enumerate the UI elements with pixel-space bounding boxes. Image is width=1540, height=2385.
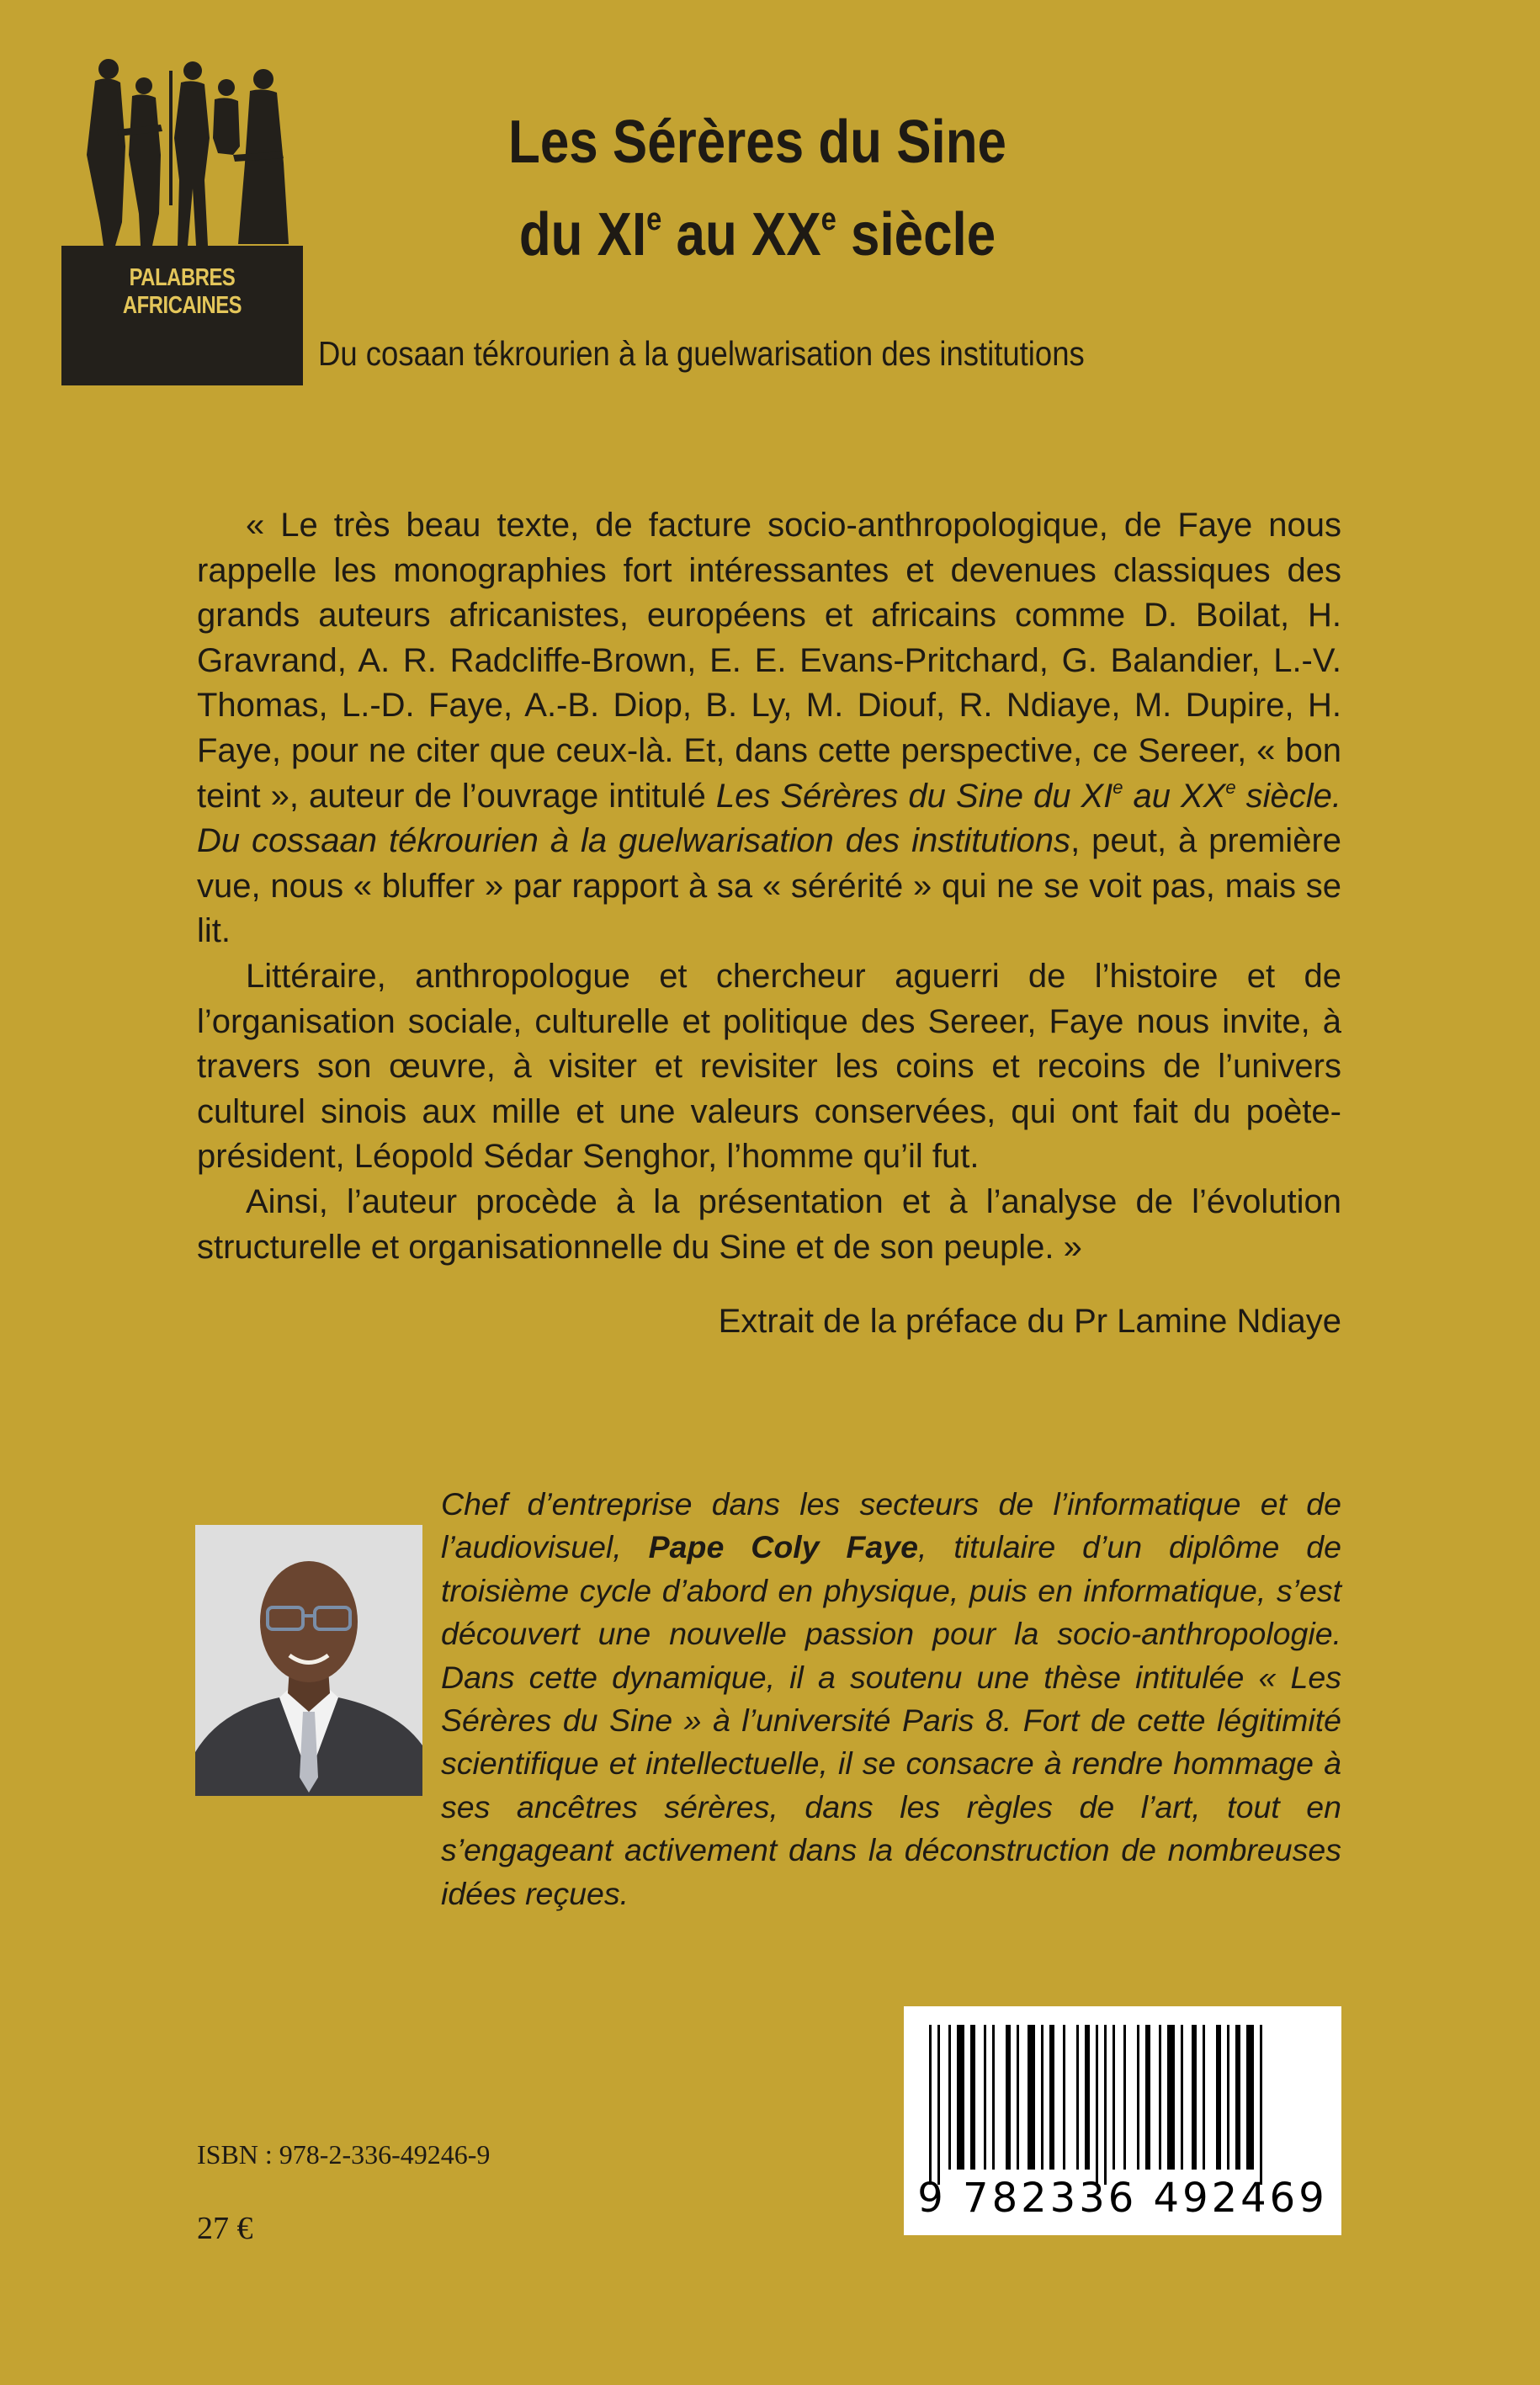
series-name: PALABRES AFRICAINES	[122, 264, 242, 319]
barcode-bar	[1085, 2025, 1090, 2170]
title-part-du-xi: du XI	[518, 201, 647, 268]
barcode-bar	[1203, 2025, 1205, 2170]
barcode-bar	[957, 2025, 964, 2170]
barcode-bar	[1028, 2025, 1035, 2170]
logo-label-box	[61, 246, 303, 385]
book-title-line2	[396, 201, 1119, 268]
author-name: Pape Coly Faye	[648, 1529, 918, 1565]
quote-italic-b: au XX	[1123, 777, 1226, 815]
quote-paragraph-2: Littéraire, anthropologue et chercheur aguerri de l’histoire et de l’organisation sociale, culturelle et politique des Sereer, Faye nous invite, à travers son œuvre, à visiter et revisiter les coins et recoins de l’univers culturel sinois aux mille et une valeurs conservées, qui ont fait du poète-président, Léopold Sédar Senghor, l’homme qu’il fut.	[197, 957, 1341, 1176]
isbn-text: ISBN : 978-2-336-49246-9	[197, 2139, 491, 2170]
barcode-digits: 9 782336 492469	[917, 2175, 1328, 2222]
barcode-bar	[1235, 2025, 1240, 2170]
barcode-bar	[1181, 2025, 1183, 2170]
preface-quote	[197, 503, 1341, 1270]
barcode-bar	[1123, 2025, 1126, 2170]
barcode-bar	[1041, 2025, 1043, 2170]
quote-p1-text-b: , peut, à première vue, nous « bluffer » par rapport à sa « sérérité » qui ne se voit pas, mais se lit.	[197, 822, 1342, 950]
barcode-bar	[1246, 2025, 1254, 2170]
quote-italic-a: Les Sérères du Sine du XI	[715, 777, 1113, 815]
barcode-bar	[929, 2025, 932, 2185]
barcode-bar	[1076, 2025, 1079, 2170]
barcode-bar	[1017, 2025, 1019, 2170]
barcode-bar	[1167, 2025, 1175, 2170]
barcode-bar	[1227, 2025, 1229, 2170]
title-sup-1: e	[646, 202, 662, 237]
quote-paragraph-3: Ainsi, l’auteur procède à la présentation et à l’analyse de l’évolution structurelle et organisationnelle du Sine et de son peuple. »	[197, 1182, 1341, 1266]
african-figures-silhouette-icon	[61, 54, 303, 247]
bio-text-a: Chef d’entreprise dans les secteurs de l’informatique et de l’audiovisuel,	[441, 1486, 1341, 1565]
barcode-bar	[1216, 2025, 1221, 2170]
barcode-bar	[1145, 2025, 1150, 2170]
title-line1-text: Les Sérères du Sine	[508, 109, 1006, 176]
barcode-bar	[1096, 2025, 1098, 2185]
quote-p1-text-a: « Le très beau texte, de facture socio-anthropologique, de Faye nous rappelle les monographies fort intéressantes et devenues classiques des grands auteurs africanistes, européens et africains comme D. Boilat, H. Gravrand, A. R. Radcliffe-Brown, E. E. Evans-Pritchard, G. Balandier, L.-V. Thomas, L.-D. Faye, A.-B. Diop, B. Ly, M. Diouf, R. Ndiaye, M. Dupire, H. Faye, pour ne citer que ceux-là. Et, dans cette perspective, ce Sereer, « bon teint », auteur de l’ouvrage intitulé	[197, 507, 1341, 815]
barcode-bar	[1137, 2025, 1139, 2170]
author-bio	[441, 1483, 1341, 1915]
quote-paragraph-1	[197, 503, 1341, 954]
barcode-bar	[1113, 2025, 1115, 2170]
book-title-line1	[396, 109, 1119, 176]
title-part-au-xx: au XX	[661, 201, 821, 268]
bio-text-b: , titulaire d’un diplôme de troisième cycle d’abord en physique, puis en informatique, s’est découvert une nouvelle passion pour la socio-anthropologie. Dans cette dynamique, il a soutenu une thèse intitulée « Les Sérères du Sine » à l’université Paris 8. Fort de cette légitimité scientifique et intellectuelle, il se consacre à rendre hommage à ses ancêtres sérères, dans les règles de l’art, tout en s’engageant activement dans la déconstruction de nombreuses idées reçues.	[441, 1529, 1341, 1911]
barcode-bar	[970, 2025, 975, 2170]
publisher-logo	[61, 54, 303, 385]
quote-sup-1: e	[1113, 776, 1123, 798]
barcode-bar	[937, 2025, 940, 2185]
barcode-bar	[1104, 2025, 1107, 2185]
barcode-bar	[984, 2025, 986, 2170]
author-portrait-icon	[195, 1525, 422, 1796]
title-part-siecle: siècle	[836, 201, 996, 268]
title-sup-2: e	[820, 202, 836, 237]
barcode-bar	[1006, 2025, 1011, 2170]
barcode-bar	[1192, 2025, 1197, 2170]
barcode-bar	[1063, 2025, 1065, 2170]
price-text: 27 €	[197, 2211, 253, 2246]
barcode-bar	[992, 2025, 995, 2170]
barcode-bar	[1049, 2025, 1054, 2170]
barcode	[904, 2006, 1341, 2235]
barcode-bar	[948, 2025, 951, 2170]
barcode-bar	[1159, 2025, 1161, 2170]
author-photo	[195, 1525, 422, 1796]
barcode-bar	[1260, 2025, 1262, 2185]
quote-credit: Extrait de la préface du Pr Lamine Ndiaye	[718, 1303, 1341, 1340]
quote-italic-c: siècle. Du cossaan tékrourien à la guelwarisation des institutions	[197, 777, 1341, 860]
book-subtitle: Du cosaan tékrourien à la guelwarisation des institutions	[318, 334, 1085, 373]
quote-sup-2: e	[1225, 776, 1236, 798]
